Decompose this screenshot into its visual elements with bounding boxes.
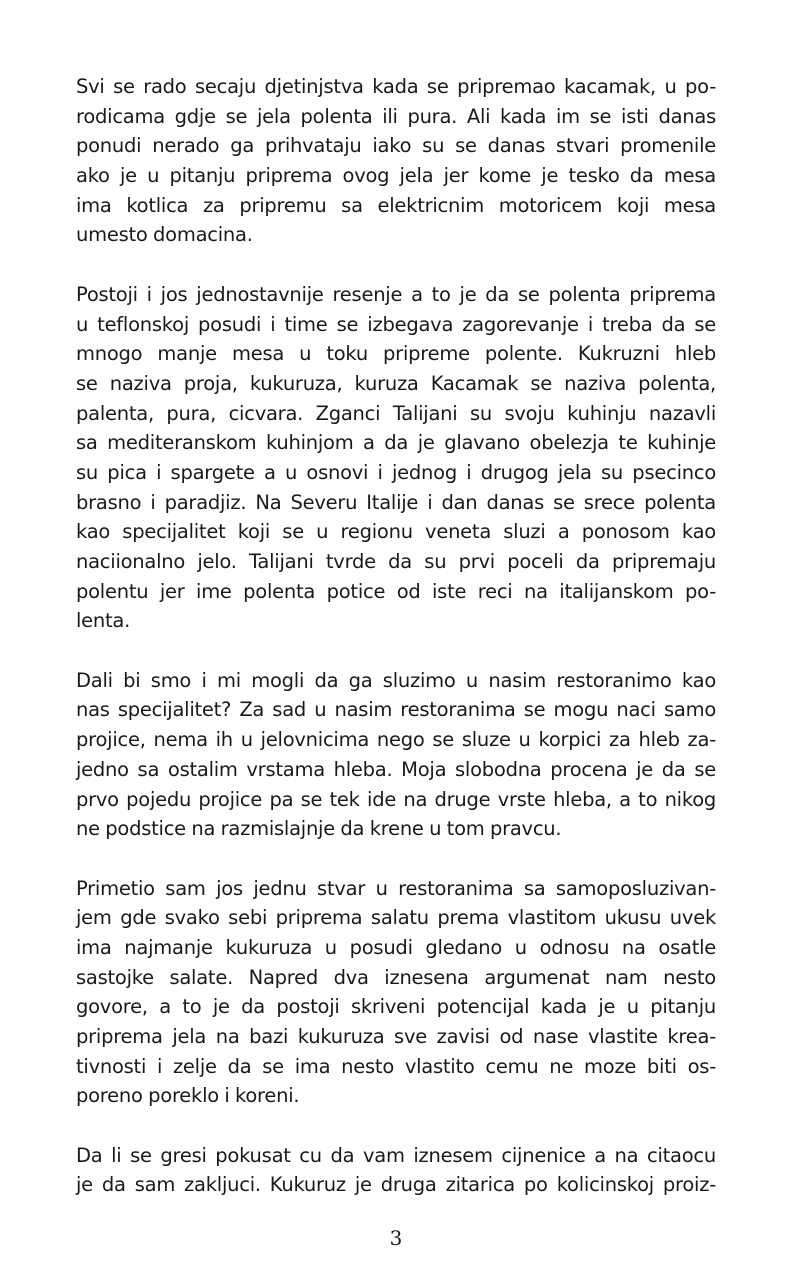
- text-line: Primetio sam jos jednu stvar u restoranima sa samoposluzivan-: [76, 876, 716, 900]
- text-line: ako je u pitanju priprema ovog jela jer kome je tesko da mesa: [76, 164, 716, 188]
- paragraph-5: [76, 1141, 716, 1200]
- text-line: su pica i spargete a u osnovi i jednog i drugog jela su psecinco: [76, 460, 716, 484]
- text-line: Postoji i jos jednostavnije resenje a to je da se polenta priprema: [76, 282, 716, 306]
- text-line: je da sam zakljuci. Kukuruz je druga zitarica po kolicinskoj proiz-: [76, 1173, 716, 1197]
- text-line: palenta, pura, cicvara. Zganci Talijani su svoju kuhinju nazavli: [76, 401, 716, 425]
- text-line: nas specijalitet? Za sad u nasim restoranima se mogu naci samo: [76, 698, 716, 722]
- text-line: ne podstice na razmislajnje da krene u tom pravcu.: [76, 817, 562, 841]
- text-line: kao specijalitet koji se u regionu veneta sluzi a ponosom kao: [76, 520, 716, 544]
- text-line: lenta.: [76, 609, 131, 633]
- text-line: Dali bi smo i mi mogli da ga sluzimo u nasim restoranimo kao: [76, 668, 716, 692]
- text-line: rodicama gdje se jela polenta ili pura. Ali kada im se isti danas: [76, 104, 716, 128]
- text-line: tivnosti i zelje da se ima nesto vlastito cemu ne moze biti os-: [76, 1054, 716, 1078]
- text-line: Da li se gresi pokusat cu da vam iznesem cijnenice a na citaocu: [76, 1143, 716, 1167]
- text-line: sastojke salate. Napred dva iznesena argumenat nam nesto: [76, 965, 716, 989]
- page-number: 3: [389, 1226, 403, 1250]
- text-line: priprema jela na bazi kukuruza sve zavisi od nase vlastite krea-: [76, 1025, 716, 1048]
- text-line: jem gde svako sebi priprema salatu prema vlastitom ukusu uvek: [76, 906, 716, 930]
- paragraph-4: [76, 874, 716, 1112]
- text-line: polentu jer ime polenta potice od iste reci na italijanskom po-: [76, 579, 716, 603]
- text-line: umesto domacina.: [76, 223, 253, 247]
- text-line: Svi se rado secaju djetinjstva kada se pripremao kacamak, u po-: [76, 75, 716, 98]
- text-line: ponudi nerado ga prihvataju iako su se danas stvari promenile: [76, 134, 716, 158]
- text-line: govore, a to je da postoji skriveni potencijal kada je u pitanju: [76, 995, 716, 1019]
- text-line: naciionalno jelo. Talijani tvrde da su prvi poceli da pripremaju: [76, 550, 716, 573]
- text-line: ima kotlica za pripremu sa elektricnim motoricem koji mesa: [76, 193, 716, 217]
- text-line: ima najmanje kukuruza u posudi gledano u odnosu na osatle: [76, 935, 716, 959]
- text-line: se naziva proja, kukuruza, kuruza Kacamak se naziva polenta,: [76, 371, 716, 395]
- text-line: jedno sa ostalim vrstama hleba. Moja slobodna procena je da se: [76, 757, 716, 781]
- paragraph-2: [76, 280, 716, 636]
- page-body: [76, 72, 716, 1230]
- paragraph-1: [76, 72, 716, 250]
- text-line: brasno i paradjiz. Na Severu Italije i dan danas se srece polenta: [76, 490, 716, 514]
- text-line: sa mediteranskom kuhinjom a da je glavano obelezja te kuhinje: [76, 431, 716, 455]
- paragraph-3: [76, 666, 716, 844]
- text-line: u teflonskoj posudi i time se izbegava zagorevanje i treba da se: [76, 312, 716, 336]
- text-line: poreno poreklo i koreni.: [76, 1084, 300, 1108]
- text-line: mnogo manje mesa u toku pripreme polente. Kukruzni hleb: [76, 342, 716, 366]
- text-line: projice, nema ih u jelovnicima nego se sluze u korpici za hleb za-: [76, 728, 716, 752]
- text-line: prvo pojedu projice pa se tek ide na druge vrste hleba, a to nikog: [76, 787, 716, 811]
